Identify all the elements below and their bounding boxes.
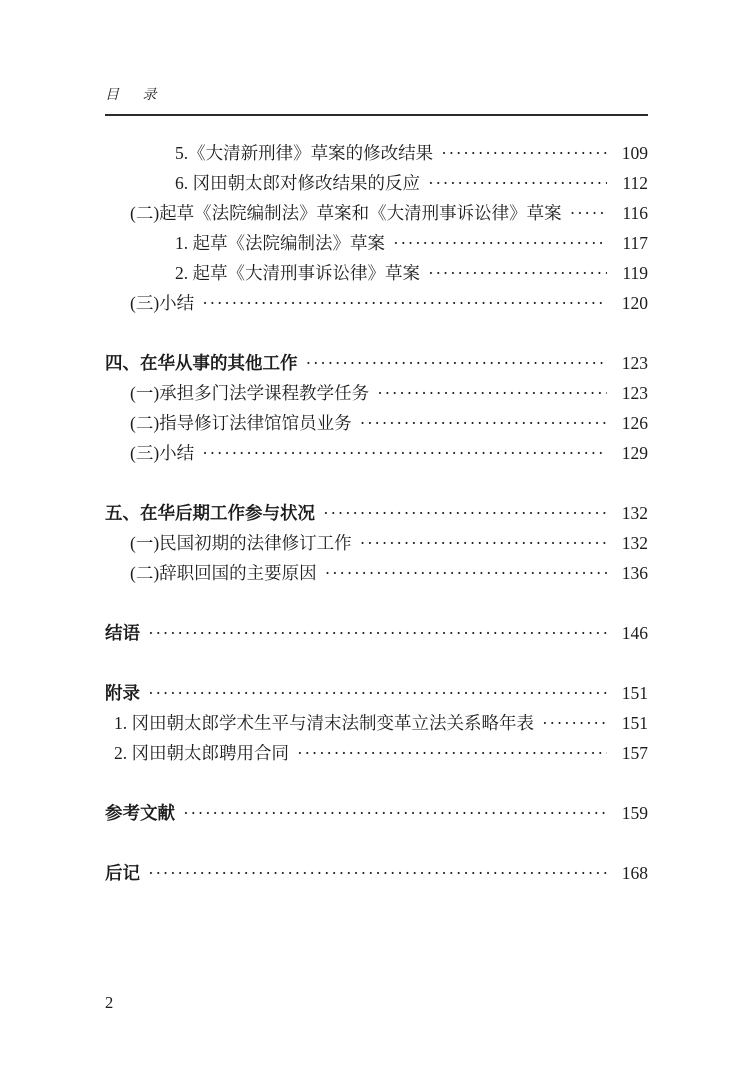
dot-leader	[148, 618, 607, 648]
toc-entry-page: 120	[621, 293, 648, 313]
toc-entry-page: 168	[621, 863, 648, 883]
toc-entry-page: 123	[621, 383, 648, 403]
toc-entry-page: 123	[621, 353, 648, 373]
dot-leader	[148, 678, 607, 708]
toc-entry-page: 132	[621, 503, 648, 523]
toc-entry	[105, 228, 648, 258]
dot-leader	[428, 168, 607, 198]
dot-leader	[360, 408, 607, 438]
toc-entry-page: 119	[622, 263, 648, 283]
dot-leader	[360, 528, 607, 558]
dot-leader	[428, 258, 607, 288]
toc-entry	[105, 708, 648, 738]
toc-entry	[105, 528, 648, 558]
toc-entry-page: 159	[621, 803, 648, 823]
dot-leader	[148, 858, 607, 888]
dot-leader	[377, 378, 607, 408]
toc-entry	[105, 858, 648, 888]
toc-entry-label: (三)小结	[130, 293, 195, 313]
toc-entry-page: 132	[621, 533, 648, 553]
toc-entry	[105, 288, 648, 318]
dot-leader	[202, 288, 607, 318]
toc-entry	[105, 498, 648, 528]
toc-entry-page: 117	[622, 233, 648, 253]
toc-entry	[105, 738, 648, 768]
toc-entry-page: 151	[621, 713, 648, 733]
toc-entry	[105, 618, 648, 648]
dot-leader	[183, 798, 607, 828]
toc-entry	[105, 378, 648, 408]
dot-leader	[393, 228, 607, 258]
toc-entry-label: 2. 冈田朝太郎聘用合同	[114, 743, 289, 763]
toc-entry-page: 146	[621, 623, 648, 643]
toc-entry	[105, 168, 648, 198]
toc-entry-page: 157	[621, 743, 648, 763]
toc-entry-label: 5.《大清新刑律》草案的修改结果	[175, 143, 434, 163]
toc-entry	[105, 408, 648, 438]
toc-entry	[105, 438, 648, 468]
toc-entry-label: (二)起草《法院编制法》草案和《大清刑事诉讼律》草案	[130, 203, 562, 223]
toc-entry	[105, 558, 648, 588]
toc-entry-label: (二)辞职回国的主要原因	[130, 563, 317, 583]
toc-entry	[105, 258, 648, 288]
toc-entry-label: 2. 起草《大清刑事诉讼律》草案	[175, 263, 420, 283]
toc-entry-label: 附录	[105, 683, 140, 703]
running-header-title: 目 录	[105, 88, 158, 103]
toc-entry-page: 126	[621, 413, 648, 433]
toc-entry	[105, 138, 648, 168]
toc-entry-page: 151	[621, 683, 648, 703]
table-of-contents	[105, 138, 648, 888]
toc-entry	[105, 198, 648, 228]
toc-entry-label: 四、在华从事的其他工作	[105, 353, 298, 373]
toc-entry-label: 后记	[105, 863, 140, 883]
dot-leader	[542, 708, 607, 738]
folio-page-number: 2	[105, 993, 114, 1012]
toc-entry	[105, 678, 648, 708]
toc-entry-label: 参考文献	[105, 803, 175, 823]
dot-leader	[323, 498, 607, 528]
toc-entry-label: 五、在华后期工作参与状况	[105, 503, 315, 523]
dot-leader	[325, 558, 607, 588]
toc-entry-label: (三)小结	[130, 443, 195, 463]
running-header	[105, 0, 648, 116]
toc-entry-page: 112	[622, 173, 648, 193]
toc-entry-page: 116	[622, 203, 648, 223]
toc-entry-page: 129	[621, 443, 648, 463]
toc-entry-label: 1. 冈田朝太郎学术生平与清末法制变革立法关系略年表	[114, 713, 534, 733]
toc-entry-label: (二)指导修订法律馆馆员业务	[130, 413, 352, 433]
dot-leader	[441, 138, 607, 168]
dot-leader	[297, 738, 607, 768]
dot-leader	[202, 438, 607, 468]
toc-entry-label: 1. 起草《法院编制法》草案	[175, 233, 385, 253]
toc-entry-page: 109	[621, 143, 648, 163]
toc-entry-label: 6. 冈田朝太郎对修改结果的反应	[175, 173, 420, 193]
toc-entry-label: (一)承担多门法学课程教学任务	[130, 383, 370, 403]
toc-entry	[105, 348, 648, 378]
dot-leader	[306, 348, 608, 378]
toc-entry-page: 136	[621, 563, 648, 583]
toc-entry-label: (一)民国初期的法律修订工作	[130, 533, 352, 553]
toc-entry	[105, 798, 648, 828]
dot-leader	[570, 198, 607, 228]
toc-entry-label: 结语	[105, 623, 140, 643]
